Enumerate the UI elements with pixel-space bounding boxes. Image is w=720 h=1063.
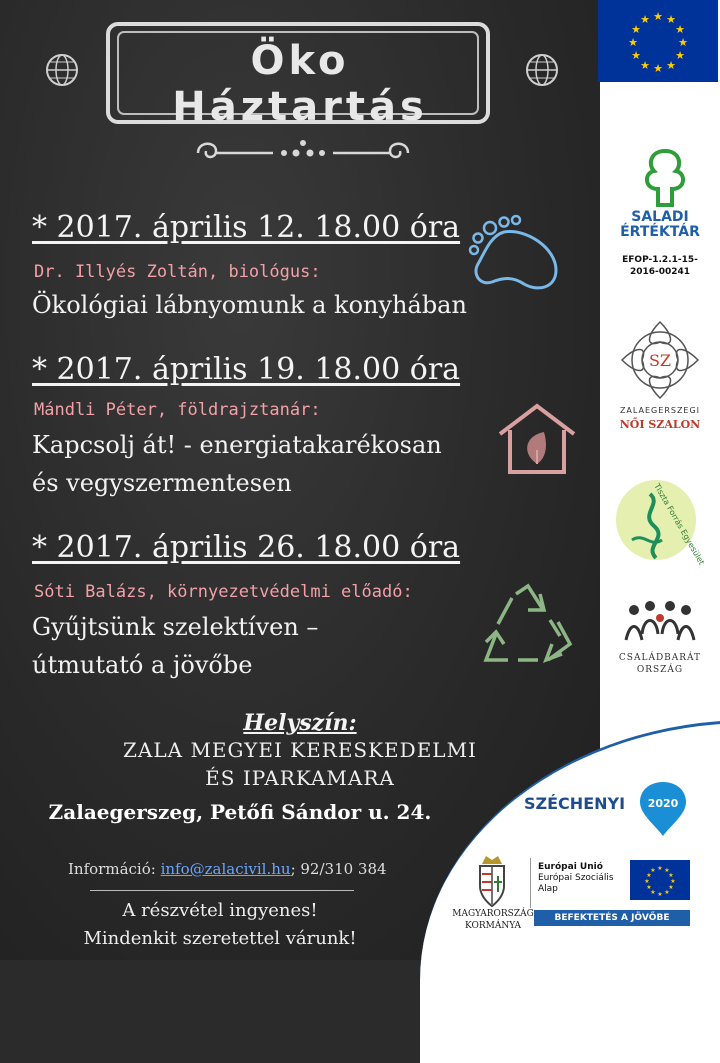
svg-text:★: ★ bbox=[666, 59, 676, 72]
svg-text:★: ★ bbox=[664, 867, 670, 874]
page-title: Öko Háztartás bbox=[172, 38, 428, 130]
invest-banner: BEFEKTETÉS A JÖVŐBE bbox=[534, 910, 690, 926]
efop-line: 2016-00241 bbox=[629, 267, 691, 277]
svg-text:★: ★ bbox=[631, 49, 641, 62]
saladi-line: SALADI bbox=[631, 209, 689, 225]
svg-text:★: ★ bbox=[653, 10, 663, 23]
svg-text:★: ★ bbox=[650, 889, 656, 896]
venue-name: ÉS IPARKAMARA bbox=[205, 766, 395, 790]
family-people-icon bbox=[622, 600, 698, 646]
esf-text bbox=[538, 862, 614, 895]
contact-phone: ; 92/310 384 bbox=[290, 860, 387, 878]
event-date: * 2017. április 12. 18.00 óra bbox=[32, 210, 461, 245]
eu-stars-icon bbox=[598, 0, 718, 82]
eco-house-icon bbox=[492, 400, 582, 480]
csaladbarat-line: CSALÁDBARÁT bbox=[618, 653, 702, 663]
szalon-line: ZALAEGERSZEGI bbox=[619, 406, 701, 415]
event-topic: Gyűjtsünk szelektíven – bbox=[32, 613, 319, 641]
esf-line: Alap bbox=[538, 884, 558, 894]
esf-line: Európai Unió bbox=[538, 862, 603, 872]
event-topic: és vegyszermentesen bbox=[32, 469, 292, 497]
svg-text:★: ★ bbox=[668, 872, 674, 879]
svg-text:★: ★ bbox=[664, 889, 670, 896]
tiszta-forras-label: Tiszta Forrás Egyesület bbox=[652, 482, 707, 567]
divider bbox=[530, 858, 531, 908]
saladi-logo-text bbox=[600, 210, 720, 240]
csaladbarat-logo-text bbox=[600, 652, 720, 676]
svg-text:★: ★ bbox=[675, 23, 685, 36]
closing-line: Mindenkit szeretettel várunk! bbox=[83, 928, 357, 949]
event-speaker: Mándli Péter, földrajztanár: bbox=[34, 400, 321, 420]
svg-text:★: ★ bbox=[670, 878, 676, 885]
divider bbox=[90, 890, 354, 891]
svg-text:★: ★ bbox=[628, 36, 638, 49]
svg-text:★: ★ bbox=[640, 59, 650, 72]
szechenyi-year: 2020 bbox=[647, 797, 679, 810]
event-date: * 2017. április 26. 18.00 óra bbox=[32, 530, 461, 565]
footprint-icon bbox=[468, 210, 568, 300]
efop-code bbox=[600, 254, 720, 278]
globe-icon bbox=[522, 50, 562, 90]
venue-label: Helyszín: bbox=[243, 710, 357, 736]
svg-text:★: ★ bbox=[657, 891, 663, 898]
government-line: KORMÁNYA bbox=[465, 921, 521, 931]
ornament-divider bbox=[188, 135, 418, 169]
closing-line: A részvétel ingyenes! bbox=[122, 900, 318, 921]
esf-line: Európai Szociális bbox=[538, 873, 614, 883]
hungarian-coat-of-arms-icon bbox=[470, 852, 514, 910]
csaladbarat-line: ORSZÁG bbox=[636, 665, 684, 675]
globe-icon bbox=[42, 50, 82, 90]
venue-name: ZALA MEGYEI KERESKEDELMI bbox=[123, 738, 477, 762]
svg-text:★: ★ bbox=[653, 62, 663, 75]
event-topic: Ökológiai lábnyomunk a konyhában bbox=[32, 291, 467, 319]
svg-text:★: ★ bbox=[646, 884, 652, 891]
svg-text:★: ★ bbox=[666, 13, 676, 26]
svg-text:★: ★ bbox=[631, 23, 641, 36]
contact-info bbox=[68, 860, 387, 878]
saladi-line: ÉRTÉKTÁR bbox=[620, 224, 700, 240]
government-line: MAGYARORSZÁG bbox=[452, 909, 534, 919]
efop-line: EFOP-1.2.1-15- bbox=[622, 255, 698, 265]
noi-szalon-emblem bbox=[618, 318, 702, 402]
svg-text:★: ★ bbox=[668, 884, 674, 891]
szalon-line: NŐI SZALON bbox=[619, 418, 701, 431]
event-speaker: Sóti Balázs, környezetvédelmi előadó: bbox=[34, 582, 413, 602]
event-date: * 2017. április 19. 18.00 óra bbox=[32, 352, 461, 387]
contact-label: Információ: bbox=[68, 860, 156, 878]
event-topic: Kapcsolj át! - energiatakarékosan bbox=[32, 431, 442, 459]
svg-text:★: ★ bbox=[678, 36, 688, 49]
location-pin-icon bbox=[636, 780, 690, 838]
recycle-icon bbox=[478, 580, 578, 670]
venue-address: Zalaegerszeg, Petőfi Sándor u. 24. bbox=[48, 800, 432, 824]
svg-text:★: ★ bbox=[675, 49, 685, 62]
svg-text:★: ★ bbox=[646, 872, 652, 879]
svg-text:★: ★ bbox=[650, 867, 656, 874]
svg-text:★: ★ bbox=[644, 878, 650, 885]
svg-text:★: ★ bbox=[657, 865, 663, 872]
family-tree-icon bbox=[630, 145, 700, 215]
eu-stars-icon bbox=[630, 860, 690, 900]
email-link[interactable]: info@zalacivil.hu bbox=[160, 860, 291, 878]
szechenyi-logo-text: SZÉCHENYI bbox=[524, 794, 626, 813]
svg-text:★: ★ bbox=[640, 13, 650, 26]
event-topic: útmutató a jövőbe bbox=[32, 651, 253, 679]
svg-text:SZ: SZ bbox=[648, 351, 672, 370]
event-speaker: Dr. Illyés Zoltán, biológus: bbox=[34, 262, 321, 282]
